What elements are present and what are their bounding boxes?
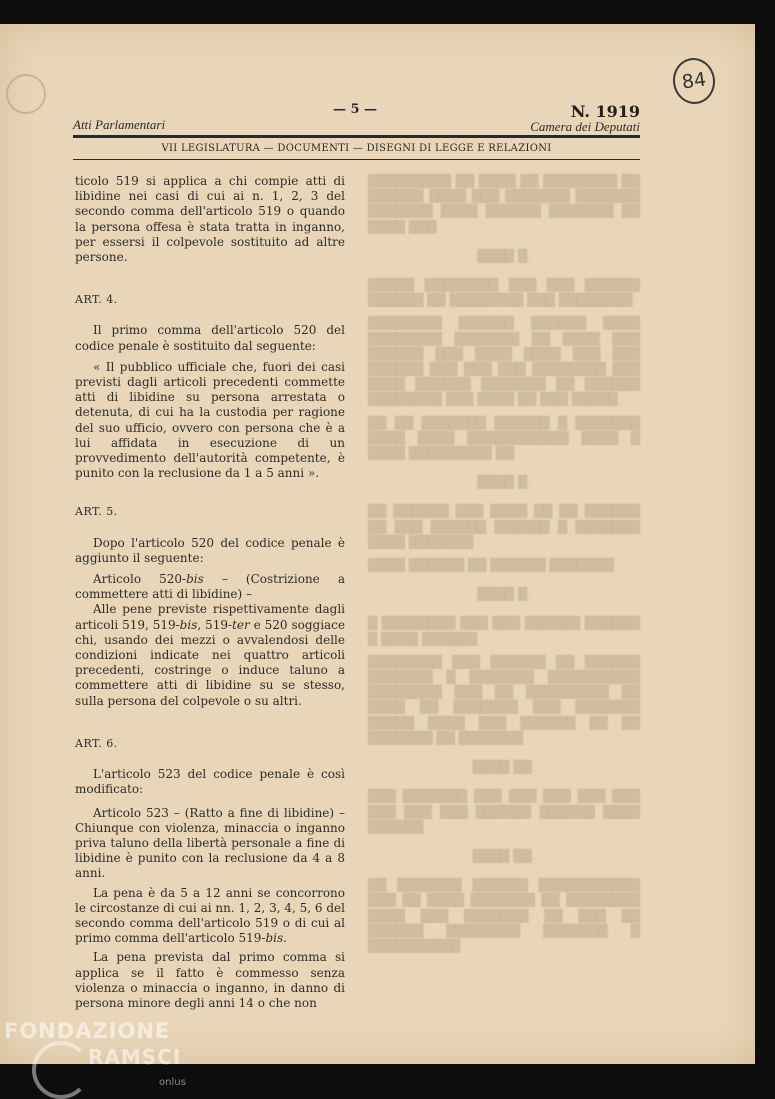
faded-stamp: [6, 74, 46, 114]
watermark-line-1: FONDAZIONE: [4, 1019, 171, 1043]
article-6-paragraph-2: Articolo 523 – (Ratto a fine di libidine) – Chiunque con violenza, minaccia o inganno priva taluno della libertà personale a fine di libidine è punito con la reclusione da 4 a 8 anni.: [75, 805, 345, 881]
subheader: VII LEGISLATURA — DOCUMENTI — DISEGNI DI LEGGE E RELAZIONI: [161, 143, 552, 154]
article-4-title: ART. 4.: [75, 293, 118, 307]
article-6-paragraph-4: La pena prevista dal primo comma si applica se il fatto è commesso senza violenza o minaccia o inganno, in danno di persona minore degli anni 14 o che non: [75, 950, 345, 1010]
article-4-paragraph-2: « Il pubblico ufficiale che, fuori dei casi previsti dagli articoli precedenti commette atti di libidine su persona arrestata o detenuta, di cui ha la custodia per ragione del suo ufficio, ovvero con persona che è a lui affidata in esecuzione di un provvedimento dell'autorità competente, è punito con la reclusione da 1 a 5 anni ».: [75, 359, 345, 481]
header-left: Atti Parlamentari: [73, 117, 166, 132]
document-number: N. 1919: [570, 102, 640, 121]
article-5-paragraph-3: Alle pene previste rispettivamente dagli articoli 519, 519-bis, 519-ter e 520 soggiace chi, usando dei mezzi o avvalendosi delle condizioni indicate nei quattro articoli precedenti, costringe o induce taluno a commettere atti di libidine su se stesso, sulla persona del colpevole o su altri.: [75, 602, 346, 708]
article-6-paragraph-3: La pena è da 5 a 12 anni se concorrono le circostanze di cui ai nn. 1, 2, 3, 4, 5, 6 del secondo comma dell'articolo 519 o di cui al primo comma dell'articolo 519-bis.: [75, 885, 345, 946]
header-right: Camera dei Deputati: [530, 119, 640, 134]
article-6-title: ART. 6.: [75, 736, 118, 750]
fondazione-gramsci-watermark: [4, 1019, 194, 1099]
article-4-paragraph-1: Il primo comma dell'articolo 520 del codice penale è sostituito dal seguente:: [75, 323, 345, 353]
header-rule-thin: [73, 159, 640, 160]
intro-paragraph: ticolo 519 si applica a chi compie atti di libidine nei casi di cui ai n. 1, 2, 3 del secondo comma dell'articolo 519 o quando la persona offesa è stata tratta in inganno, per essersi il colpevole sostituito ad altre persone.: [75, 174, 345, 265]
handwritten-page-number: 84: [670, 55, 718, 106]
header-rule-thick: [73, 135, 640, 138]
watermark-suffix: onlus: [159, 1077, 186, 1088]
article-5-paragraph-2: Articolo 520-bis – (Costrizione a commettere atti di libidine) –: [75, 572, 345, 602]
page-number: — 5 —: [332, 102, 378, 117]
article-6-paragraph-1: L'articolo 523 del codice penale è così modificato:: [75, 767, 345, 797]
article-5-paragraph-1: Dopo l'articolo 520 del codice penale è aggiunto il seguente:: [75, 535, 345, 565]
article-5-title: ART. 5.: [75, 505, 118, 519]
watermark-g-icon: [32, 1041, 90, 1099]
left-column: [75, 174, 345, 1011]
bleed-through-column: █████████ ██ ████ ██ ████████ ██ ██████ ████ ███ ███████ ███████ ███████ ████ ██████ ███████ ██ ████ ███ ████ █. █████ ████████ ███ ███ ██████ ██████ ██ ████████ ███ ████████ ████████ ██████ ██████ ████ ████████ ███████ ██ ████ ███ ██████ ███ ████ ████ ███ ███ ██████ ███ ███ ███ ████████ ███ ████ ██████ ███████ ██ ██████ ████████ ███ ████ ██ ███ █████ ██ ██ ███████ ██████ █ ███████ ████ ████ ███████████ ████ █ ████ █████████ ██ ████ █. ██ ██████ ███ ████ ██ ██ ██████ ██ ███ ██████ ██████ █ ███████ ████ ███████ ████ ██████ ██ ██████ ███████ ████ █. █ ████████ ███ ███ ██████ ██████ █ ████ ██████ ████████ ███ ██████ ██ ██████ ███████ █ ███████ ██████████ ████████ ███ ██ █████████ ██ ████ ██ ███████ ███ ███████ █████ ████ ███ ██████ ██ ██ ███████ ██ ███████ ████ ██. ███ ███████ ███ ███ ███ ███ ███ ███ ███ ███ ██████ ██████ ████ ██████ ████ ██. ██ ███████ ██████ ███████████ ███ ██ ████ ███████ ██ ████████ ████ ███ ███████ ██ ███ ██ ██████ ████████ ███████ █ ██████████: [368, 174, 640, 953]
document-page: [0, 24, 755, 1088]
watermark-line-2: RAMSCI: [88, 1045, 182, 1069]
